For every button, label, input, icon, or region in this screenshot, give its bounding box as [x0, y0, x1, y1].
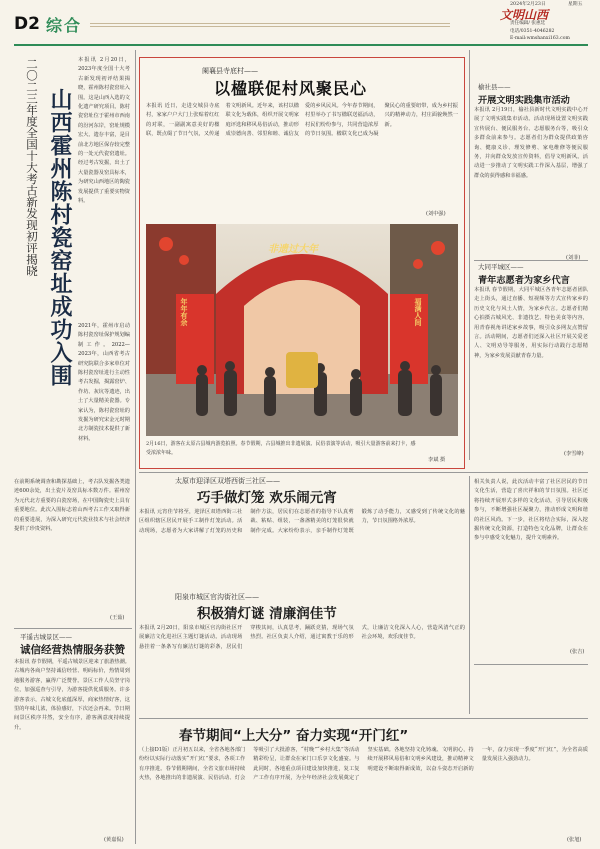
right-article-2	[474, 258, 588, 458]
left-lower-article	[14, 632, 132, 844]
photo-credit: 李斌 摄	[428, 457, 446, 463]
article-title: 诚信经营热情服务获赞	[20, 644, 125, 656]
column-divider	[135, 50, 136, 844]
column-divider	[469, 476, 470, 714]
right-article-1	[474, 82, 588, 261]
feature-kicker: 阑襄县寺底村——	[202, 67, 258, 75]
photo-banner: 非遗过大年	[268, 244, 318, 255]
article-body: 2021年，霍州市启动陈村瓷窑址保护规划编制工作。2022—2023年，山西省考古研究院联合多家单位对陈村瓷窑址进行主动性考古发掘，揭露窑炉、作坊、灰坑等遗迹，出土了大量精美瓷器。专家认为，陈村瓷窑址的发掘为研究宋金元时期北方制瓷技术提供了新材料。	[78, 323, 130, 442]
bottom-article	[139, 722, 588, 846]
header-stripes	[90, 23, 450, 27]
middle-article-1	[139, 476, 465, 588]
header-weekday: 星期五	[568, 2, 583, 7]
left-article	[14, 50, 132, 625]
article-body: 本报讯 2月20日，阳泉市城区官沟街社区开展廉洁文化进社区主题灯谜活动。活动现场悬挂着一条条写有廉洁灯谜的彩条，居民们穿梭其间，认真思考，踊跃竞猜，现场气氛热烈。社区负责人介绍，通过寓教于乐的形式，让廉洁文化深入人心，营造风清气正的社会环境，欢乐度佳节。	[139, 625, 465, 650]
header-phone: 电话/0351-4046282	[510, 29, 555, 34]
article-body: 本报讯 春节假期，平遥古城景区迎来了旅游热潮。古城内各商户坚持诚信经营、明码标价，热情周到地服务游客，赢得广泛赞誉。景区工作人员坚守岗位，加强巡查与引导，为游客提供优质服务。许多游客表示，古城文化底蕴深厚，商家热情好客，这里的年味儿浓，体验感好，下次还会再来。节日期间景区秩序井然，安全有序，游客满意度持续提升。	[14, 659, 130, 731]
feature-photo	[146, 224, 458, 436]
header-date: 2024年2月23日	[510, 2, 546, 7]
middle-article-2	[139, 592, 465, 714]
column-divider	[469, 50, 470, 460]
article-title: 巧手做灯笼 欢乐闹元宵	[197, 490, 337, 506]
photo-sign-left: 年年有余	[180, 298, 188, 326]
article-body: 相关负责人说，此次活动丰富了社区居民的节日文化生活，营造了喜庆祥和的节日氛围。社区还将持续开展形式多样的文化活动，引导居民积极参与，不断增强社区凝聚力，推动形成文明和谐的社区风尚。下一步，社区将结合实际，深入挖掘传统文化资源，打造特色文化品牌，让群众在参与中感受文化魅力，提升文明素养。	[474, 479, 588, 542]
inline-note	[474, 664, 588, 709]
divider	[14, 628, 132, 629]
page-code: D2	[14, 14, 40, 34]
masthead-logo: 文明山西	[500, 8, 549, 22]
article-body: 本报讯 2月19日，榆社县新时代文明实践中心开展了文明实践集市活动。活动现场设置文明实践宣传展台、便民服务台、志愿服务台等，吸引众多群众前来参与。志愿者们为群众提供政策咨询、健康义诊、理发修剪、家电维修等便民服务，并向群众发放宣传资料，倡导文明新风。活动进一步推动了文明实践工作深入基层，增强了群众的获得感和幸福感。	[474, 107, 588, 179]
photo-sign-right: 福满人间	[414, 298, 422, 326]
byline: (张旭)	[567, 837, 582, 843]
article-title: 青年志愿者为家乡代言	[478, 275, 570, 286]
article-title: 春节期间“上大分” 奋力实现“开门红”	[179, 728, 409, 744]
header-editor: 责任编辑/ 张惠廷	[510, 21, 546, 26]
article-title: 开展文明实践集市活动	[478, 95, 570, 106]
byline: (王茹)	[110, 615, 125, 621]
vertical-kicker: 二〇二三年度全国十大考古新发现初评揭晓	[25, 58, 39, 277]
page-header	[0, 0, 600, 50]
feature-body: 本报讯 近日，走进交城县寺底村，家家户户大门上张贴着红红的对联，一副副寓意美好的楹联，既点缀了节日气氛，又传递着文明新风。近年来，该村以楹联文化为载体，组织开展文明家庭评选和移风易俗活动，推动形成崇德向善、邻里和睦、诚信友爱的乡风民风。今年春节期间，村里举办了书写楹联送福活动，村民们纷纷参与，共同营造浓厚的节日氛围。楹联文化已成为凝聚民心的重要纽带，成为乡村振兴的精神动力，村庄面貌焕然一新。	[146, 103, 458, 138]
article-body: 本报讯 春节假期，大同平城区各青年志愿者团队走上街头，通过直播、短视频等方式宣传家乡的历史文化与风土人情，为家乡代言。志愿者们精心拍摄古城风光、非遗技艺、特色美食等内容，用青春视角讲述家乡故事，吸引众多网友点赞留言。活动期间，志愿者们还深入社区开展关爱老人、文明劝导等服务，用实际行动践行志愿精神，为家乡发展贡献青春力量。	[474, 287, 588, 359]
header-email: E-mail:wmshanxi163.com	[510, 36, 570, 41]
article-kicker: 大同平城区——	[478, 263, 524, 271]
divider	[139, 472, 588, 473]
article-body: 在前期系统调查和勘探基础上，考古队发掘各类遗迹600余处，出土瓷片及窑具标本数万件。霍州窑为元代北方重要的白瓷窑场，在中国陶瓷史上具有重要地位。此次入围标志着山西考古工作又取得新的重要进展，为深入研究元代瓷业技术与社会经济提供了珍贵资料。	[14, 479, 130, 533]
byline: (刘中强)	[426, 211, 446, 217]
article-kicker: 榆社县——	[478, 83, 511, 91]
header-rule	[14, 44, 588, 46]
feature-box	[139, 57, 465, 469]
byline: (张吉)	[570, 649, 585, 655]
article-kicker: 平遥古城景区——	[20, 633, 72, 641]
photo-caption: 2月16日，游客在太原古县城内游览拍照。春节假期，古县城推出非遗展演、民俗表演等活动，吸引大量游客前来打卡，感受浓浓年味。	[146, 441, 416, 456]
article-body: 本报讯 2月20日，2023年度全国十大考古新发现初评结果揭晓，霍州陈村瓷窑址入围。这是山西入选的文化遗产研究项目。陈村瓷窑址位于霍州市西南的汾河东岸，窑址规模宏大、遗存丰富，是目前北方地区保存较完整的一处元代瓷窑遗址。经过考古发掘，出土了大量瓷器及窑具标本，为研究山西地区的陶瓷发展提供了重要实物资料。	[78, 57, 130, 205]
section-label: 综合	[46, 16, 83, 35]
byline: (黄嘉侃)	[104, 837, 124, 843]
byline: (李雪峰)	[564, 451, 584, 457]
article-kicker: 阳泉市城区官沟街社区——	[175, 593, 259, 601]
article-body: （上接D1版）正月初五以来，全省各地各部门纷纷以实际行动落实“开门红”要求，各项工作有序推进。春节假期期间，全省文旅市场持续火热，各地推出的非遗展演、民俗活动、灯会等吸引了大批游客，“村晚”“乡村大集”等活动精彩纷呈，让群众在家门口乐享文化盛宴。与此同时，各地重点项目建设加快推进，复工复产工作有序开展，为全年经济社会发展奠定了坚实基础。各地坚持文化铸魂、文明润心，持续开展移风易俗和文明乡风建设，推动精神文明建设不断取得新成效，以奋斗姿态开启新的一年，奋力实现一季度“开门红”，为全省高质量发展注入强劲动力。	[139, 747, 588, 782]
right-lower-article	[474, 478, 588, 714]
article-title: 积极猜灯谜 清廉润佳节	[197, 606, 337, 622]
vertical-title: 山西霍州陈村瓷窑址成功入围	[47, 88, 72, 387]
festival-photo	[146, 224, 458, 436]
feature-title: 以楹联促村风聚民心	[214, 79, 368, 98]
article-kicker: 太原市迎泽区双塔西街三社区——	[175, 477, 280, 485]
byline: (刘菲)	[566, 255, 581, 261]
divider	[139, 718, 588, 719]
article-body: 本报讯 元宵佳节将至，迎泽区双塔西街三社区组织辖区居民开展手工制作灯笼活动。活动现场，志愿者为大家讲解了灯笼的历史和制作方法，居民们在志愿者的指导下认真剪裁、粘贴、组装，一盏盏精美的灯笼很快就制作完成。大家纷纷表示，亲手制作灯笼既锻炼了动手能力，又感受到了传统文化的魅力，节日氛围格外浓厚。	[139, 509, 465, 534]
